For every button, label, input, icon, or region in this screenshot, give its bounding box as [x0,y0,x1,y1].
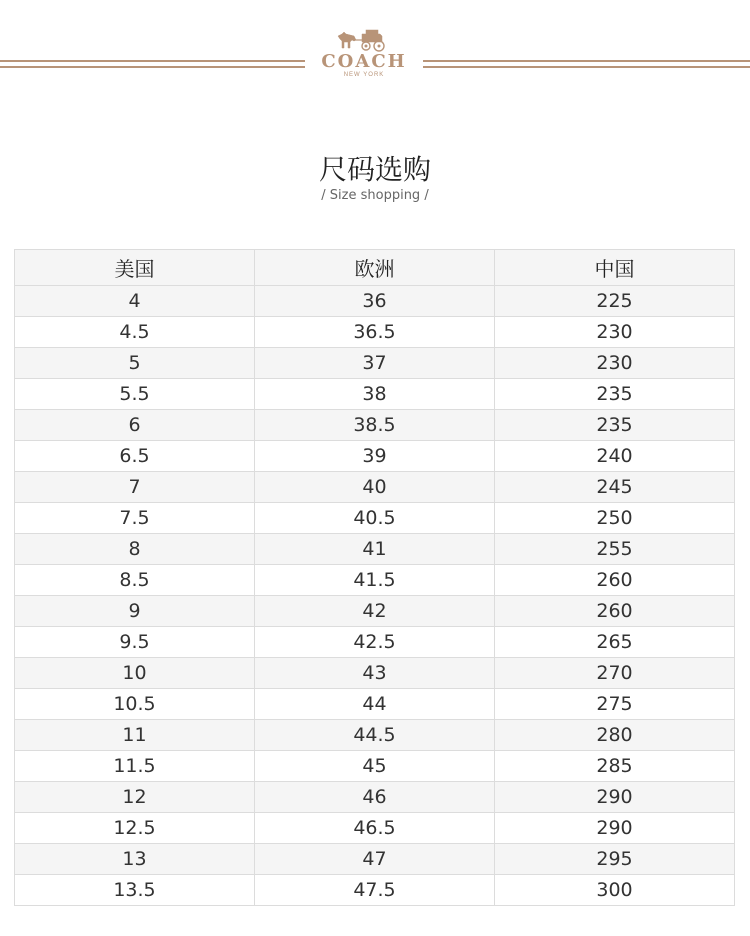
eu-size-cell: 36.5 [255,317,495,348]
cn-size-cell: 245 [495,472,735,503]
brand-header [0,0,750,100]
cn-size-cell: 260 [495,596,735,627]
table-row [15,782,735,813]
cn-size-cell: 235 [495,379,735,410]
cn-size-cell: 230 [495,317,735,348]
table-row [15,348,735,379]
eu-size-cell: 43 [255,658,495,689]
table-row [15,503,735,534]
us-size-cell: 13.5 [15,875,255,906]
cn-size-cell: 270 [495,658,735,689]
table-row [15,658,735,689]
table-row [15,751,735,782]
page-subtitle: / Size shopping / [321,188,429,203]
cn-size-cell: 235 [495,410,735,441]
eu-size-cell: 45 [255,751,495,782]
table-row [15,813,735,844]
eu-size-cell: 39 [255,441,495,472]
eu-size-cell: 46.5 [255,813,495,844]
eu-size-cell: 40.5 [255,503,495,534]
table-row [15,534,735,565]
column-header-cn: 中国 [495,250,735,286]
eu-size-cell: 38 [255,379,495,410]
divider-line [423,60,750,62]
column-header-us: 美国 [15,250,255,286]
us-size-cell: 4 [15,286,255,317]
table-row [15,596,735,627]
table-row [15,441,735,472]
table-row [15,410,735,441]
table-row [15,875,735,906]
divider-line [423,66,750,68]
table-row [15,565,735,596]
cn-size-cell: 255 [495,534,735,565]
eu-size-cell: 46 [255,782,495,813]
brand-wordmark: COACH [321,51,407,72]
size-chart-table [14,249,735,906]
table-row [15,379,735,410]
cn-size-cell: 290 [495,813,735,844]
divider-line [0,66,305,68]
us-size-cell: 9 [15,596,255,627]
us-size-cell: 4.5 [15,317,255,348]
us-size-cell: 10 [15,658,255,689]
table-row [15,627,735,658]
us-size-cell: 5.5 [15,379,255,410]
eu-size-cell: 42 [255,596,495,627]
us-size-cell: 13 [15,844,255,875]
table-header-row [15,250,735,286]
cn-size-cell: 295 [495,844,735,875]
us-size-cell: 6 [15,410,255,441]
eu-size-cell: 47 [255,844,495,875]
divider-line [0,60,305,62]
eu-size-cell: 44 [255,689,495,720]
cn-size-cell: 280 [495,720,735,751]
brand-subline: NEW YORK [343,72,385,78]
cn-size-cell: 275 [495,689,735,720]
eu-size-cell: 38.5 [255,410,495,441]
us-size-cell: 12.5 [15,813,255,844]
table-row [15,317,735,348]
cn-size-cell: 250 [495,503,735,534]
cn-size-cell: 300 [495,875,735,906]
us-size-cell: 12 [15,782,255,813]
cn-size-cell: 240 [495,441,735,472]
horse-carriage-icon [336,28,392,52]
us-size-cell: 8.5 [15,565,255,596]
brand-logo [305,28,423,88]
us-size-cell: 10.5 [15,689,255,720]
us-size-cell: 11.5 [15,751,255,782]
cn-size-cell: 265 [495,627,735,658]
cn-size-cell: 225 [495,286,735,317]
us-size-cell: 9.5 [15,627,255,658]
eu-size-cell: 37 [255,348,495,379]
us-size-cell: 11 [15,720,255,751]
column-header-eu: 欧洲 [255,250,495,286]
eu-size-cell: 40 [255,472,495,503]
eu-size-cell: 41 [255,534,495,565]
table-row [15,844,735,875]
table-body [15,286,735,906]
table-row [15,472,735,503]
us-size-cell: 7.5 [15,503,255,534]
cn-size-cell: 260 [495,565,735,596]
eu-size-cell: 47.5 [255,875,495,906]
table-row [15,720,735,751]
eu-size-cell: 44.5 [255,720,495,751]
us-size-cell: 6.5 [15,441,255,472]
table-row [15,286,735,317]
eu-size-cell: 36 [255,286,495,317]
table-row [15,689,735,720]
us-size-cell: 5 [15,348,255,379]
cn-size-cell: 230 [495,348,735,379]
us-size-cell: 8 [15,534,255,565]
cn-size-cell: 290 [495,782,735,813]
us-size-cell: 7 [15,472,255,503]
page-title: 尺码选购 [318,153,431,186]
cn-size-cell: 285 [495,751,735,782]
eu-size-cell: 42.5 [255,627,495,658]
eu-size-cell: 41.5 [255,565,495,596]
